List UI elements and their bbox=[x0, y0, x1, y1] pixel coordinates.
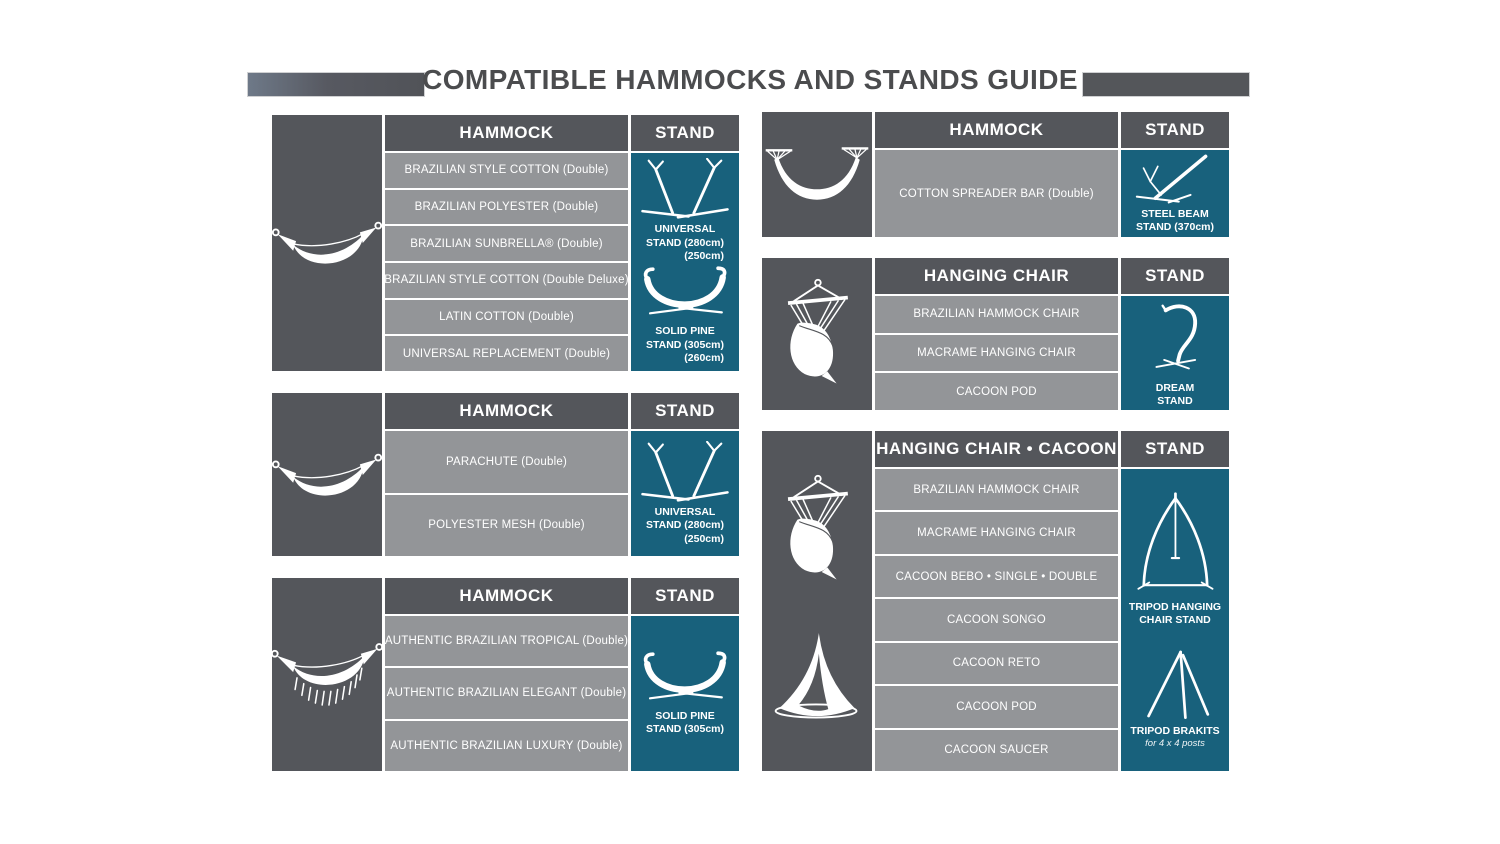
product-row: CACOON BEBO • SINGLE • DOUBLE bbox=[875, 556, 1118, 597]
product-row: CACOON SONGO bbox=[875, 599, 1118, 640]
product-row: BRAZILIAN POLYESTER (Double) bbox=[385, 190, 628, 225]
stand-label-line: STAND (305cm) bbox=[646, 723, 724, 735]
product-column-header: HANGING CHAIR • CACOON bbox=[875, 431, 1118, 467]
product-column bbox=[385, 115, 628, 371]
stand-label-line: STAND (370cm) bbox=[1136, 221, 1214, 234]
stand-entry bbox=[639, 158, 731, 263]
stand-column-header: STAND bbox=[1121, 112, 1229, 148]
product-row: BRAZILIAN SUNBRELLA® (Double) bbox=[385, 226, 628, 261]
stand-column bbox=[631, 393, 739, 556]
title-decor-bar-right bbox=[1082, 72, 1250, 97]
stand-entry bbox=[1129, 490, 1221, 628]
cacoon-icon bbox=[770, 629, 864, 729]
stand-entry bbox=[1135, 153, 1215, 235]
product-row: MACRAME HANGING CHAIR bbox=[875, 335, 1118, 372]
stand-cell bbox=[631, 153, 739, 371]
compat-table-hanging-chair-cacoon bbox=[762, 431, 1229, 771]
stand-entry bbox=[639, 441, 731, 546]
stand-label-note: for 4 x 4 posts bbox=[1145, 738, 1205, 749]
product-rows bbox=[385, 616, 628, 771]
stand-entry bbox=[639, 266, 731, 365]
stand-cell bbox=[1121, 296, 1229, 410]
product-row: CACOON POD bbox=[875, 373, 1118, 410]
stand-cell bbox=[631, 616, 739, 771]
title-decor-bar-left bbox=[247, 72, 425, 97]
tripod-hanging-chair-stand-icon bbox=[1132, 490, 1218, 598]
compat-table-authentic-brazilian-hammocks bbox=[272, 578, 739, 771]
hammock-icon bbox=[272, 208, 382, 278]
stand-label bbox=[1136, 208, 1214, 235]
product-column bbox=[875, 258, 1118, 410]
product-row: BRAZILIAN STYLE COTTON (Double Deluxe) bbox=[385, 263, 628, 298]
stand-cell bbox=[1121, 150, 1229, 237]
product-column bbox=[385, 578, 628, 771]
product-row: MACRAME HANGING CHAIR bbox=[875, 512, 1118, 553]
stand-label-line: UNIVERSAL bbox=[654, 223, 716, 236]
product-column bbox=[385, 393, 628, 556]
product-column-header: HAMMOCK bbox=[875, 112, 1118, 148]
stand-label bbox=[646, 223, 724, 263]
stand-label-line: STAND (305cm) bbox=[646, 338, 724, 351]
product-row: POLYESTER MESH (Double) bbox=[385, 495, 628, 557]
stand-label-line: STAND (280cm) bbox=[646, 236, 724, 249]
product-row: AUTHENTIC BRAZILIAN ELEGANT (Double) bbox=[385, 668, 628, 718]
product-column-header: HANGING CHAIR bbox=[875, 258, 1118, 294]
product-column-header: HAMMOCK bbox=[385, 115, 628, 151]
hanging-chair-icon bbox=[778, 277, 856, 391]
stand-label-line: SOLID PINE bbox=[655, 709, 715, 722]
title-segment: HAMMOCKS bbox=[615, 64, 787, 95]
product-row: BRAZILIAN STYLE COTTON (Double) bbox=[385, 153, 628, 188]
title-segment: GUIDE bbox=[979, 64, 1078, 95]
stand-column bbox=[631, 115, 739, 371]
stand-label-line: TRIPOD BRAKITS bbox=[1130, 724, 1220, 737]
product-row: LATIN COTTON (Double) bbox=[385, 300, 628, 335]
product-column-header: HAMMOCK bbox=[385, 578, 628, 614]
stand-label-line: DREAM bbox=[1155, 382, 1195, 394]
product-icon-box bbox=[272, 393, 382, 556]
stand-column bbox=[1121, 431, 1229, 771]
fringed-hammock-icon bbox=[272, 631, 382, 719]
stand-label bbox=[1130, 725, 1219, 751]
stand-label-line: STAND bbox=[1157, 395, 1193, 408]
stand-column-header: STAND bbox=[631, 578, 739, 614]
product-row: CACOON SAUCER bbox=[875, 730, 1118, 771]
stand-column-header: STAND bbox=[1121, 258, 1229, 294]
product-icon-box bbox=[272, 578, 382, 771]
title-segment: AND bbox=[786, 64, 864, 95]
hanging-chair-icon bbox=[778, 473, 856, 587]
product-row: CACOON RETO bbox=[875, 643, 1118, 684]
product-row: AUTHENTIC BRAZILIAN TROPICAL (Double) bbox=[385, 616, 628, 666]
page-title bbox=[410, 64, 1090, 96]
stand-entry bbox=[1130, 646, 1219, 751]
title-segment: STANDS bbox=[863, 64, 980, 95]
product-row: BRAZILIAN HAMMOCK CHAIR bbox=[875, 296, 1118, 333]
tripod-brakits-icon bbox=[1139, 646, 1211, 722]
stand-label bbox=[1129, 601, 1221, 628]
product-column bbox=[875, 112, 1118, 237]
dream-stand-icon bbox=[1144, 299, 1206, 379]
stand-column bbox=[1121, 258, 1229, 410]
product-column-header: HAMMOCK bbox=[385, 393, 628, 429]
product-row: CACOON POD bbox=[875, 686, 1118, 727]
stand-column-header: STAND bbox=[1121, 431, 1229, 467]
stand-label bbox=[646, 325, 724, 365]
stand-label-line: UNIVERSAL bbox=[654, 505, 716, 518]
stand-label bbox=[1156, 382, 1195, 409]
stand-label-sub: (250cm) bbox=[684, 250, 724, 263]
stand-label-line: CHAIR STAND bbox=[1139, 614, 1211, 627]
product-rows bbox=[385, 431, 628, 556]
title-segment: COMPATIBLE bbox=[422, 64, 616, 95]
product-icon-box bbox=[762, 431, 872, 771]
product-column bbox=[875, 431, 1118, 771]
stand-column bbox=[1121, 112, 1229, 237]
stand-column bbox=[631, 578, 739, 771]
product-row: COTTON SPREADER BAR (Double) bbox=[875, 150, 1118, 237]
product-row: PARACHUTE (Double) bbox=[385, 431, 628, 493]
stand-label-line: STEEL BEAM bbox=[1141, 208, 1209, 220]
compat-table-parachute-hammocks bbox=[272, 393, 739, 556]
product-row: AUTHENTIC BRAZILIAN LUXURY (Double) bbox=[385, 721, 628, 771]
compat-table-hanging-chairs bbox=[762, 258, 1229, 410]
universal-stand-icon bbox=[639, 158, 731, 220]
stand-column-header: STAND bbox=[631, 115, 739, 151]
steel-beam-stand-icon bbox=[1135, 153, 1215, 205]
stand-cell bbox=[631, 431, 739, 556]
stand-entry bbox=[1144, 299, 1206, 409]
hammock-icon bbox=[272, 440, 382, 510]
stand-label bbox=[646, 710, 724, 737]
product-icon-box bbox=[762, 258, 872, 410]
stand-entry bbox=[639, 651, 731, 737]
product-rows bbox=[385, 153, 628, 371]
universal-stand-icon bbox=[639, 441, 731, 503]
stand-column-header: STAND bbox=[631, 393, 739, 429]
product-rows bbox=[875, 150, 1118, 237]
product-rows bbox=[875, 469, 1118, 771]
stand-label-line: STAND (280cm) bbox=[646, 519, 724, 532]
solid-pine-stand-icon bbox=[639, 266, 731, 322]
product-icon-box bbox=[762, 112, 872, 237]
stand-cell bbox=[1121, 469, 1229, 771]
spreader-bar-hammock-icon bbox=[764, 137, 870, 213]
product-row: BRAZILIAN HAMMOCK CHAIR bbox=[875, 469, 1118, 510]
product-icon-box bbox=[272, 115, 382, 371]
stand-label-sub: (250cm) bbox=[684, 532, 724, 545]
compat-table-brazilian-hammocks bbox=[272, 115, 739, 371]
stand-label bbox=[646, 506, 724, 546]
stand-label-line: SOLID PINE bbox=[655, 325, 715, 338]
product-rows bbox=[875, 296, 1118, 410]
solid-pine-stand-icon bbox=[639, 651, 731, 707]
stand-label-sub: (260cm) bbox=[684, 352, 724, 365]
compat-table-spreader-bar-hammocks bbox=[762, 112, 1229, 237]
product-row: UNIVERSAL REPLACEMENT (Double) bbox=[385, 336, 628, 371]
stand-label-line: TRIPOD HANGING bbox=[1128, 600, 1222, 613]
